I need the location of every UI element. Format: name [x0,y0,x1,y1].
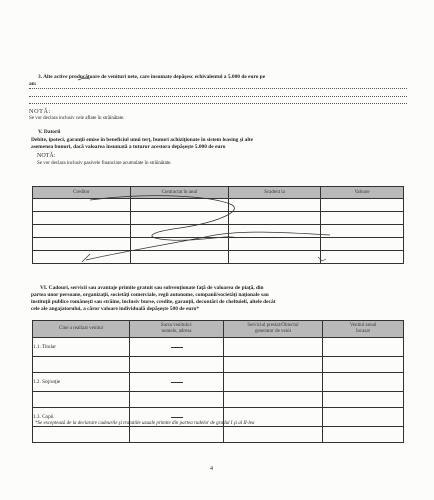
table-row [33,357,404,373]
dotted-line [29,88,407,89]
debts-header-value: Valoare [321,187,404,199]
dotted-line [29,103,407,104]
section6-title-line1: VI. Cadouri, servicii sau avantaje primite gratuit sau subvenţionate faţă de valoarea de piaţă, din [40,285,264,291]
table-row [33,212,404,225]
debts-header-contracted-year: Contractat în anul [131,187,229,199]
section5-nota-label: NOTĂ: [37,153,56,159]
section6-footnote: *Se exceptează de la declarare cadourile şi tratatiile uzuale primite din partea rudelor de gradul I şi al II-lea [35,421,255,426]
dotted-line [29,96,407,97]
table-row [33,338,404,357]
dash-mark [171,347,183,348]
gifts-row-label: 1.2. Soţ/soţie [33,373,130,392]
section6-title-line3: instituţii publice româneşti sau străine, inclusiv burse, credite, garanţii, decontări de cheltuieli, altele decât [31,299,276,305]
debts-header-creditor: Creditor [33,187,131,199]
section3-heading-cont: an: [29,81,37,87]
section5-title: V. Datorii [38,129,61,135]
gifts-row-label: 1.3. Copii [33,408,130,427]
table-row [33,373,404,392]
section3-nota-label: NOTĂ: [29,108,51,115]
gifts-header-service: Serviciul prestat/Obiectul generator de venit [224,321,323,338]
section5-nota-text: Se vor declara inclusiv pasivele financiare acumulate în străinătate. [37,161,172,166]
table-row [33,238,404,251]
section6-title-line4: cele ale angajatorului, a căror valoare individuală depăşeşte 500 de euro* [31,306,200,312]
gifts-header-income: Venitul anual încasat [323,321,404,338]
section3-nota-text: Se vor declara inclusiv cele aflate în străinătate. [29,116,125,121]
section5-desc-line2: asemenea bunuri, dacă valoarea însumată a tuturor acestora depăşeşte 5.000 de euro [31,144,226,150]
gifts-row-label: 1.1. Titular [33,338,130,357]
page-number: 4 [210,466,213,472]
section3-heading: 3. Alte active producătoare de venituri nete, care însumate depăşesc echivalentul a 5.000 de euro pe [38,74,266,80]
section5-desc-line1: Debite, ipoteci, garanţii emise în beneficiul unui terţ, bunuri achiziţionate în sistem leasing şi alte [31,137,254,143]
section6-title-line2: partea unor persoane, organizaţii, societăţi comerciale, regii autonome, companii/societăţi naţionale sau [31,292,269,298]
table-row [33,225,404,238]
debts-table [32,186,404,264]
table-row [33,427,404,443]
gifts-header-source: Sursa venitului: numele, adresa [130,321,224,338]
table-row [33,199,404,212]
dash-mark [171,417,183,418]
table-row [33,392,404,408]
gifts-header-who: Cine a realizat venitul [33,321,130,338]
table-row [33,251,404,264]
dash-mark [171,382,183,383]
debts-header-due: Scadent la [229,187,321,199]
